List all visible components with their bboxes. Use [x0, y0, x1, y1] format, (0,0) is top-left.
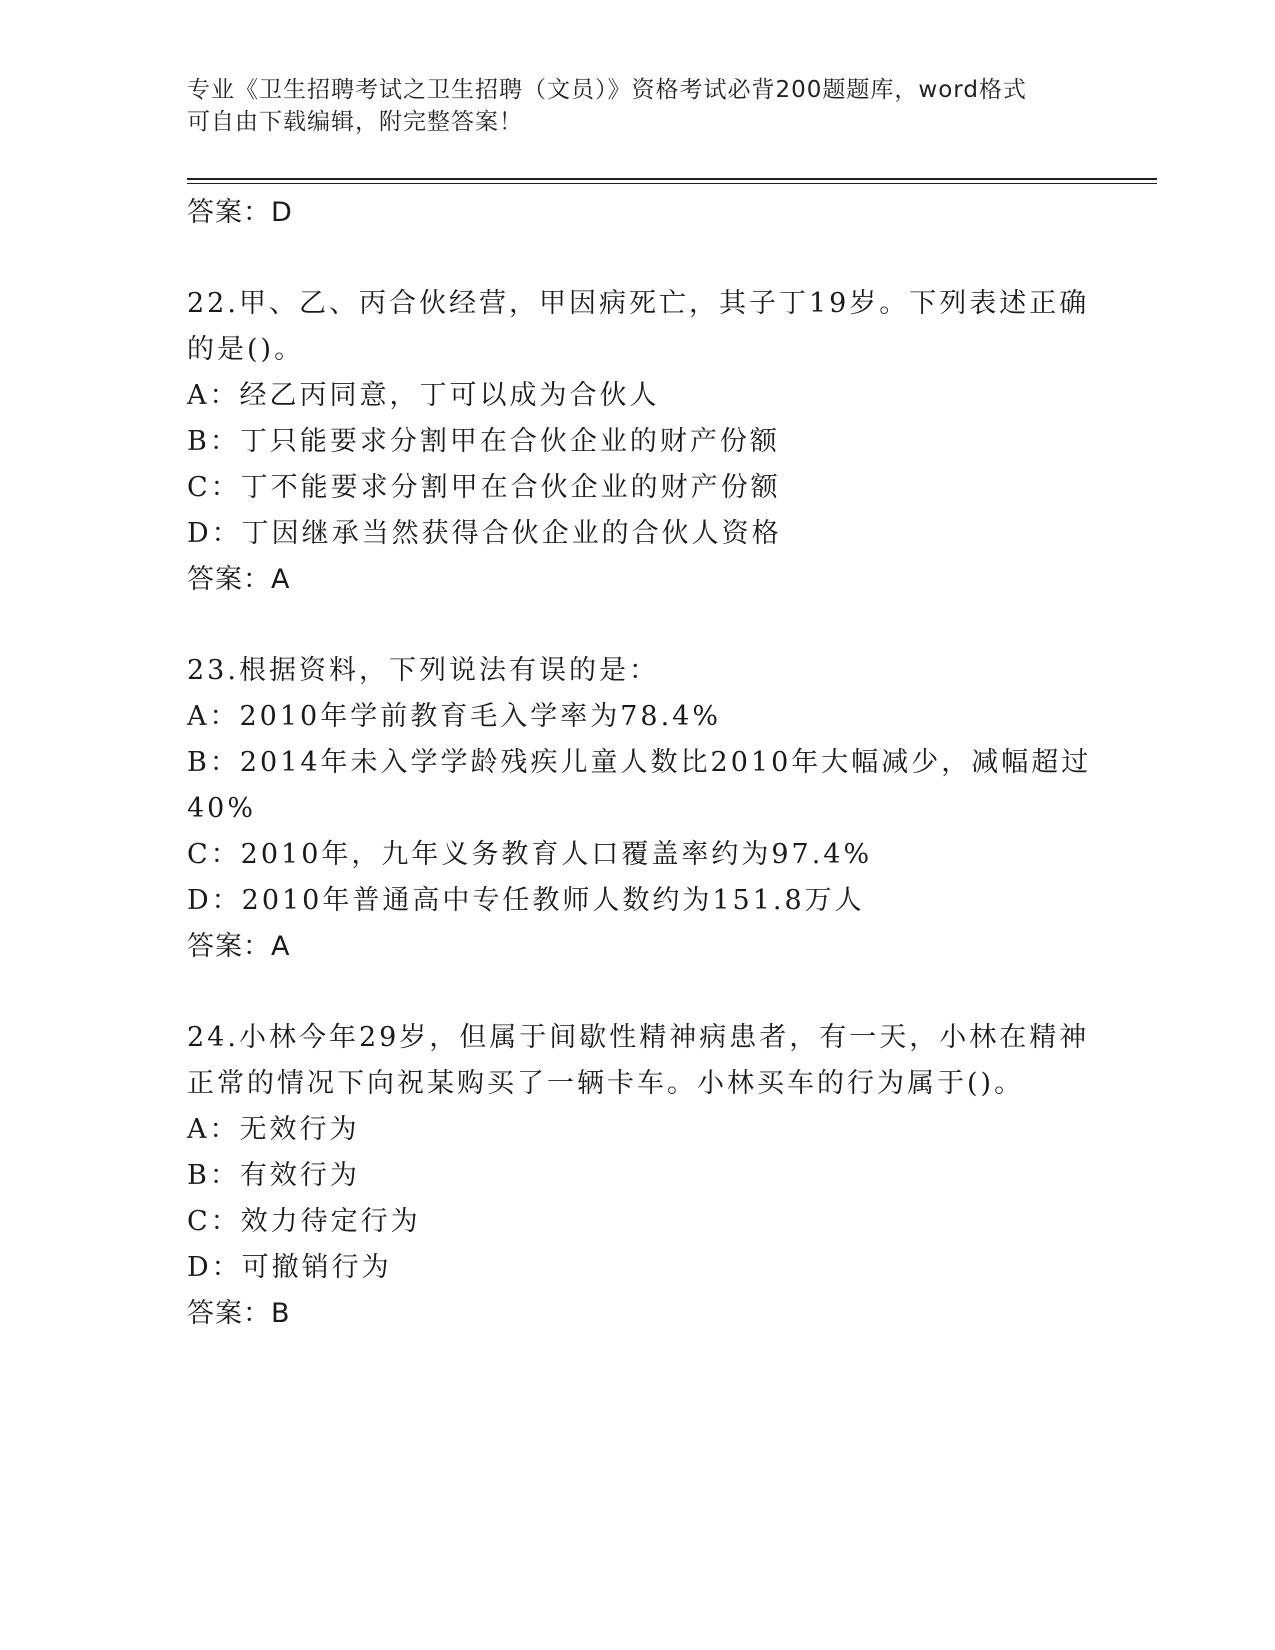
option-a: A：经乙丙同意，丁可以成为合伙人: [187, 380, 660, 411]
option-a: A：无效行为: [187, 1114, 360, 1145]
option-d: D：可撤销行为: [187, 1252, 392, 1283]
option-d: D：2010年普通高中专任教师人数约为151.8万人: [187, 885, 865, 916]
option-b: B：丁只能要求分割甲在合伙企业的财产份额: [187, 426, 780, 457]
answer: 答案：B: [187, 1298, 291, 1329]
header-rule-thick: [187, 178, 1157, 180]
spacer: [187, 603, 1087, 648]
question-stem-line: 22.甲、乙、丙合伙经营，甲因病死亡，其子丁19岁。下列表述正确: [187, 288, 1090, 319]
question-stem-line: 24.小林今年29岁，但属于间歇性精神病患者，有一天，小林在精神: [187, 1022, 1090, 1053]
option-d: D：丁因继承当然获得合伙企业的合伙人资格: [187, 518, 782, 549]
question-stem-line: 23.根据资料，下列说法有误的是：: [187, 655, 659, 686]
option-b: B：有效行为: [187, 1160, 360, 1191]
document-body: [187, 190, 1092, 1337]
option-a: A：2010年学前教育毛入学率为78.4%: [187, 701, 721, 732]
question-22: [187, 281, 1090, 603]
page-header: [187, 74, 1067, 138]
question-24: [187, 1015, 1090, 1337]
header-title-line-2: 可自由下载编辑，附完整答案！: [187, 109, 523, 135]
header-title-line-1: 专业《卫生招聘考试之卫生招聘（文员）》资格考试必背200题题库，word格式: [187, 77, 1027, 103]
previous-answer: 答案：D: [187, 197, 293, 228]
header-rule-thin: [187, 183, 1157, 184]
question-23: [187, 648, 1092, 970]
spacer: [187, 970, 1087, 1015]
question-stem-line: 的是()。: [187, 334, 305, 365]
option-b: B：2014年未入学学龄残疾儿童人数比2010年大幅减少，减幅超过: [187, 747, 1092, 778]
option-b-continued: 40%: [187, 793, 257, 824]
answer: 答案：A: [187, 564, 291, 595]
option-c: C：丁不能要求分割甲在合伙企业的财产份额: [187, 472, 781, 503]
answer: 答案：A: [187, 931, 291, 962]
option-c: C：2010年，九年义务教育人口覆盖率约为97.4%: [187, 839, 873, 870]
question-stem-line: 正常的情况下向祝某购买了一辆卡车。小林买车的行为属于()。: [187, 1068, 1025, 1099]
option-c: C：效力待定行为: [187, 1206, 421, 1237]
spacer: [187, 236, 1087, 281]
